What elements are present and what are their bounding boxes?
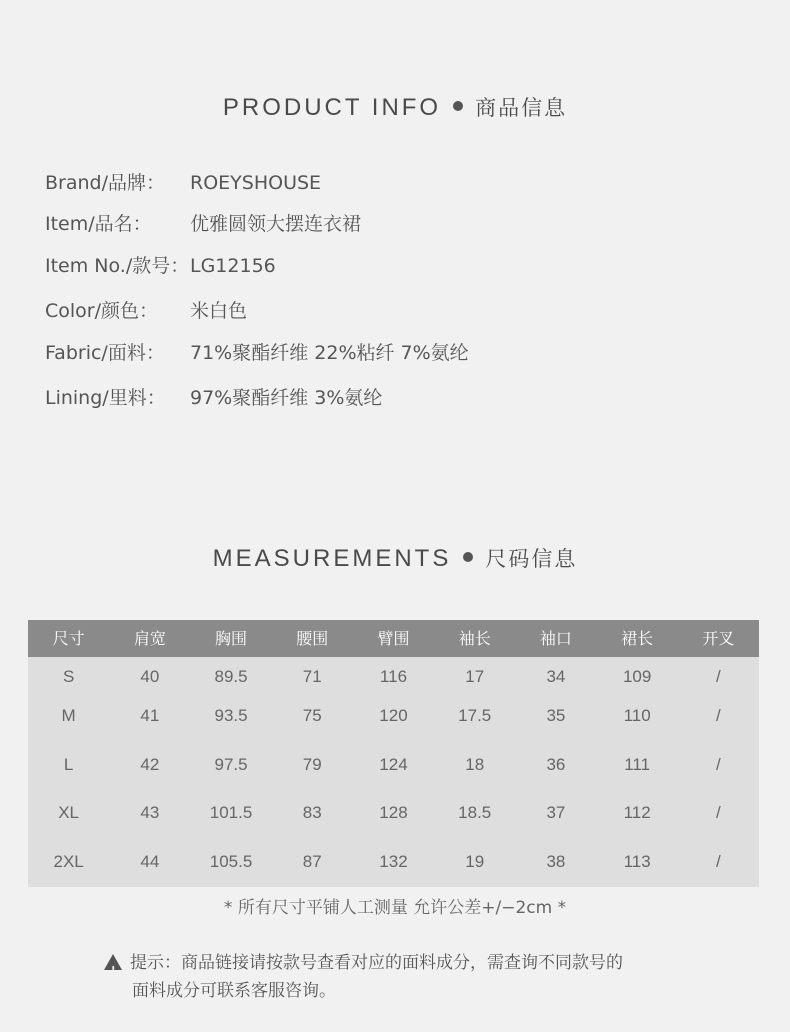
- table-cell: /: [715, 851, 721, 871]
- table-row: [28, 842, 759, 891]
- table-row: [28, 793, 759, 842]
- info-label: Item/品名：: [45, 213, 152, 235]
- info-value: 米白色: [190, 300, 248, 322]
- table-cell: 44: [140, 851, 160, 871]
- info-value: LG12156: [190, 255, 276, 277]
- table-cell: 42: [140, 754, 160, 774]
- table-header-cell: 肩宽: [133, 629, 166, 648]
- table-cell: /: [715, 754, 721, 774]
- table-header-cell: 腰围: [296, 629, 329, 648]
- product-info-title-cn: 商品信息: [475, 96, 568, 120]
- measurement-note: * 所有尺寸平铺人工测量 允许公差+/−2cm *: [223, 898, 567, 918]
- table-cell: 93.5: [214, 706, 248, 725]
- table-header-cell: 裙长: [621, 629, 654, 648]
- table-cell: 35: [546, 706, 566, 725]
- table-cell: 34: [546, 667, 566, 686]
- tip-line-1: 提示：商品链接请按款号查看对应的面料成分，需查询不同款号的: [130, 953, 623, 973]
- table-cell: 112: [623, 803, 651, 822]
- table-cell: S: [62, 667, 75, 686]
- bullet-dot: [453, 101, 463, 111]
- table-header-cell: 臂围: [377, 629, 410, 648]
- table-cell: 43: [140, 803, 160, 822]
- size-table-header: [28, 620, 759, 657]
- table-cell: 38: [546, 851, 566, 871]
- info-label: Brand/品牌：: [45, 172, 165, 194]
- table-cell: /: [715, 803, 721, 822]
- table-cell: 36: [546, 754, 566, 774]
- table-cell: 113: [623, 851, 651, 871]
- table-header-cell: 袖长: [458, 629, 491, 648]
- info-label: Fabric/面料：: [45, 342, 165, 364]
- table-cell: 110: [623, 706, 651, 725]
- info-row: [45, 383, 382, 410]
- table-cell: 101.5: [209, 803, 253, 822]
- table-cell: 75: [302, 706, 322, 725]
- table-cell: 97.5: [214, 754, 248, 774]
- table-cell: 83: [302, 803, 322, 822]
- info-value: 71%聚酯纤维 22%粘纤 7%氨纶: [190, 342, 469, 364]
- table-cell: 71: [302, 667, 322, 686]
- table-cell: 37: [546, 803, 566, 822]
- table-cell: 19: [465, 851, 485, 871]
- table-row: [28, 745, 759, 794]
- tip-line-2: 面料成分可联系客服咨询。: [132, 981, 336, 1001]
- info-label: Color/颜色：: [45, 300, 159, 322]
- info-row: [45, 296, 247, 323]
- table-cell: XL: [58, 803, 79, 822]
- product-info-title-en: PRODUCT INFO: [222, 94, 442, 121]
- bullet-dot: [463, 552, 473, 562]
- table-cell: 132: [379, 851, 408, 871]
- measurements-title: [0, 543, 790, 573]
- table-cell: 128: [379, 803, 408, 822]
- table-cell: 124: [379, 754, 408, 774]
- table-cell: 87: [302, 851, 322, 871]
- info-label: Item No./款号：: [45, 255, 190, 277]
- info-value: ROEYSHOUSE: [190, 172, 322, 194]
- table-row: [28, 696, 759, 745]
- info-row: [45, 338, 469, 365]
- table-cell: /: [715, 667, 721, 686]
- table-cell: 2XL: [53, 851, 84, 871]
- table-header-cell: 袖口: [539, 629, 572, 648]
- table-cell: L: [63, 754, 74, 774]
- info-label: Lining/里料：: [45, 387, 166, 409]
- info-row: [45, 168, 321, 195]
- table-cell: 109: [622, 667, 652, 686]
- table-cell: 40: [140, 667, 160, 686]
- table-cell: M: [61, 706, 76, 725]
- table-cell: 105.5: [209, 851, 253, 871]
- table-cell: 17.5: [458, 706, 492, 725]
- table-cell: 41: [140, 706, 160, 725]
- table-cell: 111: [624, 754, 651, 774]
- table-cell: 18.5: [458, 803, 492, 822]
- info-value: 优雅圆领大摆连衣裙: [190, 213, 362, 235]
- table-cell: 120: [379, 706, 408, 725]
- size-table: [28, 620, 759, 887]
- info-value: 97%聚酯纤维 3%氨纶: [190, 387, 383, 409]
- warning-icon: [104, 954, 122, 970]
- table-cell: 17: [465, 667, 485, 686]
- table-row: [28, 657, 759, 696]
- table-header-cell: 开叉: [702, 629, 735, 648]
- tip-box: [104, 949, 724, 1005]
- product-info-title: [0, 92, 790, 122]
- info-row: [45, 251, 276, 278]
- info-row: [45, 209, 361, 236]
- table-cell: 18: [465, 754, 485, 774]
- table-cell: /: [715, 706, 721, 725]
- table-cell: 116: [379, 667, 408, 686]
- table-cell: 79: [302, 754, 322, 774]
- size-table-body: [28, 657, 759, 887]
- measurements-title-cn: 尺码信息: [485, 547, 578, 571]
- table-header-cell: 胸围: [215, 629, 248, 648]
- measurements-title-en: MEASUREMENTS: [212, 545, 452, 572]
- table-header-cell: 尺寸: [52, 629, 85, 648]
- table-cell: 89.5: [214, 667, 248, 686]
